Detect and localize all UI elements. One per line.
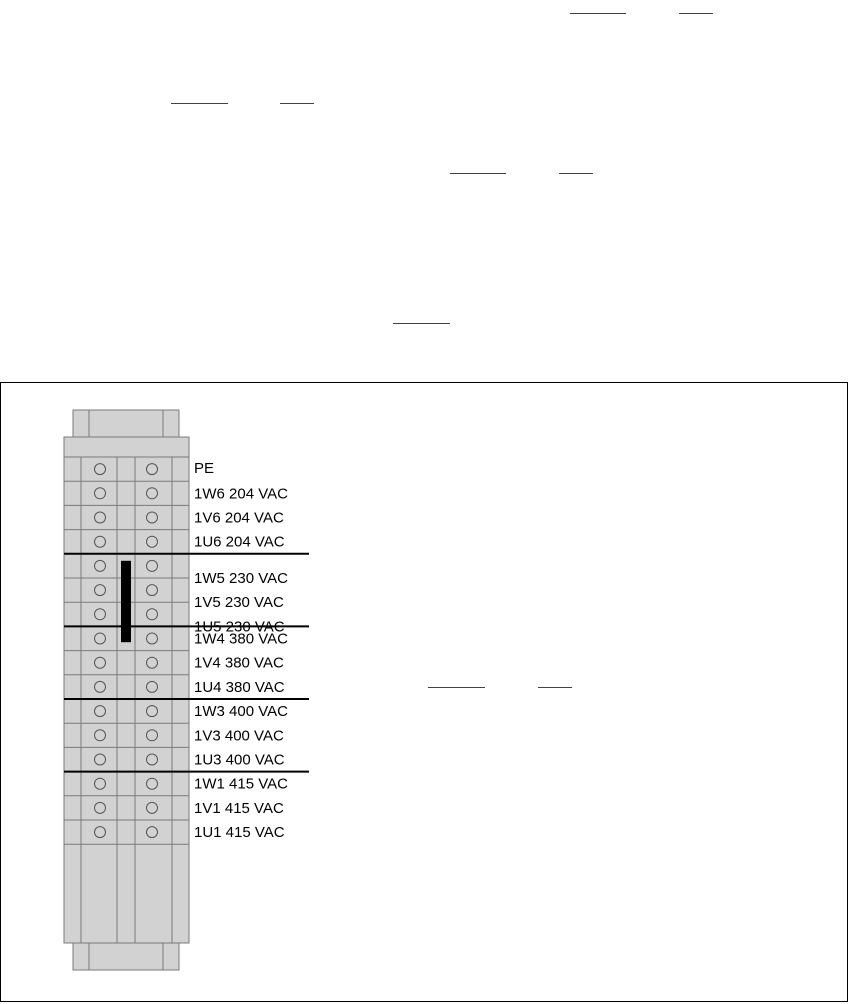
jumpers [121,561,131,642]
terminal-label: 1W5 230 VAC [194,570,288,587]
link-underline[interactable] [570,13,626,14]
terminal-bottom-cap [73,943,179,970]
link-underline[interactable] [450,173,506,174]
pe-label: PE [194,460,215,477]
link-underline[interactable] [538,687,572,688]
link-underline[interactable] [280,103,314,104]
terminal-label: 1V1 415 VAC [194,799,284,817]
terminal-label: 1U3 400 VAC [194,751,285,769]
diagram-frame [0,382,848,1002]
terminal-label: 1W6 204 VAC [194,485,288,503]
terminal-label: 1U5 230 VAC [194,618,285,636]
terminal-label: 1V3 400 VAC [194,727,284,745]
terminal-body [64,437,189,943]
terminal-label: 1W1 415 VAC [194,775,288,793]
terminal-label: 1V6 204 VAC [194,509,284,527]
link-underline[interactable] [171,103,228,104]
terminal-label: 1U4 380 VAC [194,678,285,696]
terminal-block-diagram [1,383,847,1001]
terminal-labels [194,460,288,841]
link-underline[interactable] [559,173,593,174]
link-underline[interactable] [428,687,485,688]
link-underline[interactable] [393,323,450,324]
terminal-label: 1V5 230 VAC [194,594,284,612]
terminal-label: 1W3 400 VAC [194,703,288,721]
terminal-top-cap [73,410,179,437]
terminal-label: 1U6 204 VAC [194,533,285,551]
link-underline[interactable] [679,13,713,14]
terminal-label: 1U1 415 VAC [194,824,285,842]
terminal-label: 1V4 380 VAC [194,654,284,672]
terminal-label: 1W4 380 VAC [194,630,288,648]
